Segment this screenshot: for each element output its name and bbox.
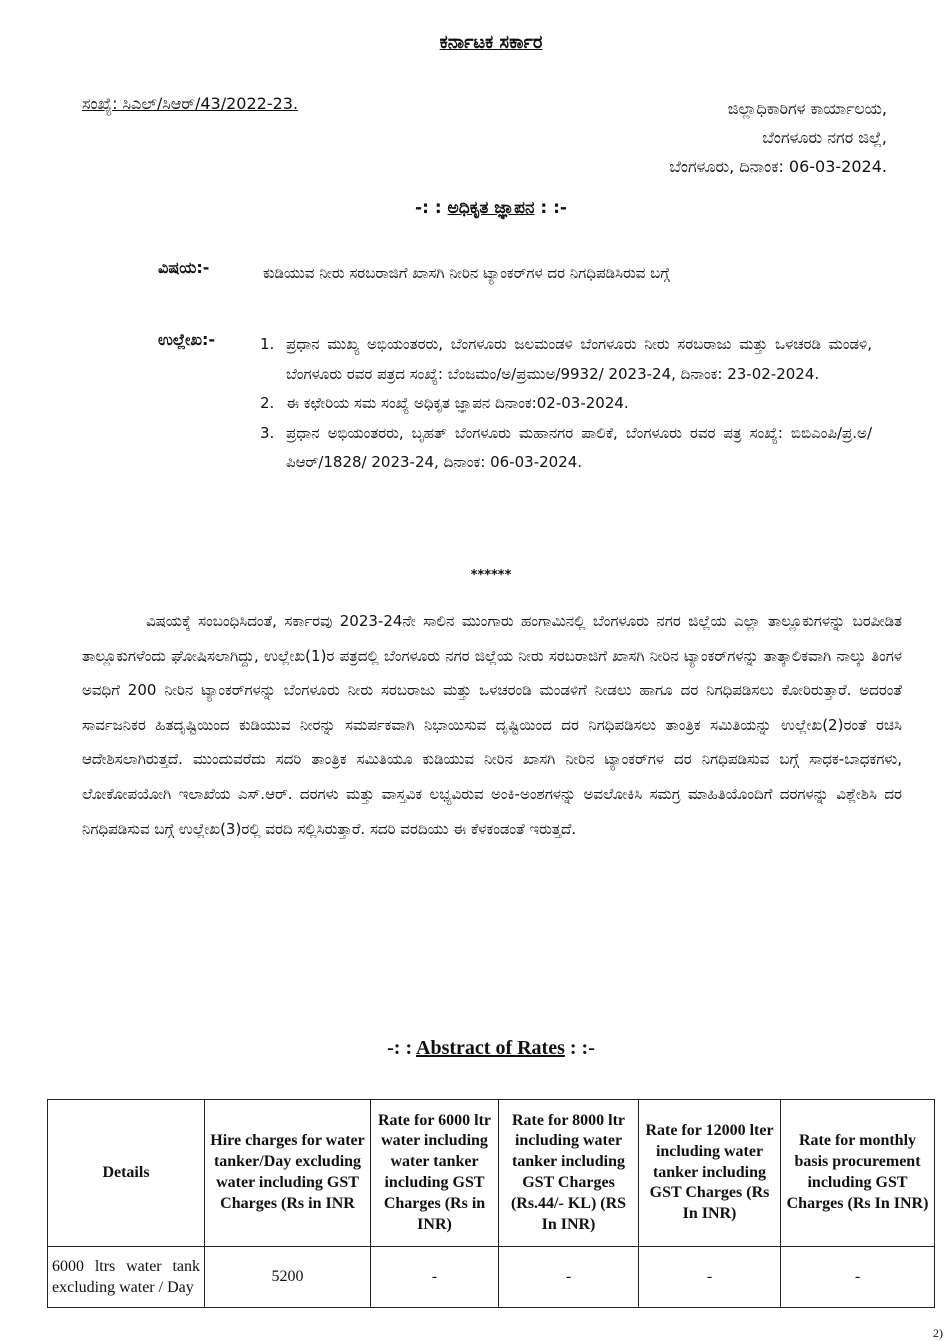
table-header-cell: Rate for monthly basis procurement including GST Charges (Rs In INR) bbox=[781, 1100, 935, 1247]
reference-item bbox=[260, 389, 872, 419]
government-heading: ಕರ್ನಾಟಕ ಸರ್ಕಾರ bbox=[439, 32, 543, 53]
reference-number-3: 3. bbox=[260, 423, 275, 442]
memo-title-text: ಅಧಿಕೃತ ಜ್ಞಾಪನ bbox=[447, 198, 535, 218]
office-line: ಬೆಂಗಳೂರು ನಗರ ಜಿಲ್ಲೆ, bbox=[762, 128, 887, 147]
table-cell: - bbox=[639, 1247, 781, 1308]
reference-item bbox=[260, 330, 872, 389]
body-paragraph: ವಿಷಯಕ್ಕೆ ಸಂಬಂಧಿಸಿದಂತೆ, ಸರ್ಕಾರವು 2023-24ನೇ ಸಾಲಿನ ಮುಂಗಾರು ಹಂಗಾಮಿನಲ್ಲಿ ಬೆಂಗಳೂರು ನಗರ ಜಿಲ್ಲೆಯ ಎಲ್ಲಾ ತಾಲ್ಲೂಕುಗಳನ್ನು ಬರಪೀಡಿತ ತಾಲ್ಲೂಕುಗಳೆಂದು ಘೋಷಿಸಲಾಗಿದ್ದು, ಉಲ್ಲೇಖ(1)ರ ಪತ್ರದಲ್ಲಿ ಬೆಂಗಳೂರು ನಗರ ಜಿಲ್ಲೆಯ ನೀರು ಸರಬರಾಜಿಗೆ ಖಾಸಗಿ ನೀರಿನ ಟ್ಯಾಂಕರ್‌ಗಳನ್ನು ತಾತ್ಕಾಲಿಕವಾಗಿ ನಾಲ್ಕು ತಿಂಗಳ ಅವಧಿಗೆ 200 ನೀರಿನ ಟ್ಯಾಂಕರ್‌ಗಳನ್ನು ಬೆಂಗಳೂರು ನೀರು ಸರಬರಾಜು ಮತ್ತು ಒಳಚರಂಡಿ ಮಂಡಳಿಗೆ ನೀಡಲು ಹಾಗೂ ದರ ನಿಗಧಿಪಡಿಸಲು ಕೋರಿರುತ್ತಾರೆ. ಅದರಂತೆ ಸಾರ್ವಜನಿಕರ ಹಿತದೃಷ್ಟಿಯಿಂದ ಕುಡಿಯುವ ನೀರನ್ನು ಸಮರ್ಪಕವಾಗಿ ನಿಭಾಯಿಸುವ ದೃಷ್ಟಿಯಿಂದ ದರ ನಿಗಧಿಪಡಿಸಲು ತಾಂತ್ರಿಕ ಸಮಿತಿಯನ್ನು ಉಲ್ಲೇಖ(2)ರಂತೆ ರಚಿಸಿ ಆದೇಶಿಸಲಾಗಿರುತ್ತದೆ. ಮುಂದುವರೆದು ಸದರಿ ತಾಂತ್ರಿಕ ಸಮಿತಿಯೂ ಕುಡಿಯುವ ನೀರಿನ ಖಾಸಗಿ ನೀರಿನ ಟ್ಯಾಂಕರ್‌ಗಳ ದರ ನಿಗಧಿಪಡಿಸುವ ಬಗ್ಗೆ ಸಾಧಕ-ಬಾಧಕಗಳು, ಲೋಕೋಪಯೋಗಿ ಇಲಾಖೆಯ ಎಸ್.ಆರ್. ದರಗಳು ಮತ್ತು ವಾಸ್ತವಿಕ ಲಭ್ಯವಿರುವ ಅಂಕಿ-ಅಂಶಗಳನ್ನು ಅವಲೋಕಿಸಿ ಸಮಗ್ರ ಮಾಹಿತಿಯೊಂದಿಗೆ ದರಗಳನ್ನು ವಿಶ್ಲೇಶಿಸಿ ದರ ನಿಗಧಿಪಡಿಸುವ ಬಗ್ಗೆ ಉಲ್ಲೇಖ(3)ರಲ್ಲಿ ವರದಿ ಸಲ್ಲಿಸಿರುತ್ತಾರೆ. ಸದರಿ ವರದಿಯು ಈ ಕೆಳಕಂಡಂತೆ ಇರುತ್ತದೆ. bbox=[82, 612, 902, 838]
reference-number: ಸಂಖ್ಯೆ: ಸಿಎಲ್/ಸಿಆರ್/43/2022-23. bbox=[82, 94, 299, 113]
memo-title-prefix: -: : bbox=[415, 198, 448, 218]
references-list bbox=[260, 330, 872, 478]
table-header-cell: Rate for 12000 lter including water tanker including GST Charges (Rs In INR) bbox=[639, 1100, 781, 1247]
table-header-cell: Rate for 8000 ltr including water tanker including GST Charges (Rs.44/- KL) (RS In INR) bbox=[499, 1100, 639, 1247]
table-cell: - bbox=[781, 1247, 935, 1308]
table-row bbox=[48, 1247, 935, 1308]
table-cell: 5200 bbox=[205, 1247, 371, 1308]
memo-title bbox=[0, 198, 945, 218]
table-cell: - bbox=[371, 1247, 499, 1308]
reference-item bbox=[260, 419, 872, 478]
table-header-cell: Rate for 6000 ltr water including water tanker including GST Charges (Rs in INR) bbox=[371, 1100, 499, 1247]
abstract-heading bbox=[0, 1037, 945, 1060]
subject-label: ವಿಷಯ:- bbox=[158, 258, 210, 277]
reference-text-3: ಪ್ರಧಾನ ಅಭಿಯಂತರರು, ಬೃಹತ್ ಬೆಂಗಳೂರು ಮಹಾನಗರ ಪಾಲಿಕೆ, ಬೆಂಗಳೂರು ರವರ ಪತ್ರ ಸಂಖ್ಯೆ: ಬಿಬಿಎಂಪಿ/ಪ್ರ.ಅ/ಪಿಆರ್/1828/ 2023-24, ದಿನಾಂಕ: 06-03-2024. bbox=[286, 423, 872, 471]
office-date-line: ಬೆಂಗಳೂರು, ದಿನಾಂಕ: 06-03-2024. bbox=[669, 157, 887, 176]
abstract-suffix: : :- bbox=[564, 1037, 595, 1059]
section-separator: ****** bbox=[470, 568, 512, 583]
table-header-cell: Details bbox=[48, 1100, 205, 1247]
table-header-row bbox=[48, 1100, 935, 1247]
subject-text: ಕುಡಿಯುವ ನೀರು ಸರಬರಾಜಿಗೆ ಖಾಸಗಿ ನೀರಿನ ಟ್ಯಾಂಕರ್‌ಗಳ ದರ ನಿಗಧಿಪಡಿಸಿರುವ ಬಗ್ಗೆ bbox=[263, 264, 670, 282]
reference-number-2: 2. bbox=[260, 394, 275, 412]
reference-number-1: 1. bbox=[260, 335, 275, 353]
memo-title-suffix: : :- bbox=[534, 198, 567, 218]
abstract-prefix: -: : bbox=[387, 1037, 417, 1059]
reference-text-2: ಈ ಕಛೇರಿಯ ಸಮ ಸಂಖ್ಯೆ ಅಧಿಕೃತ ಜ್ಞಾಪನ ದಿನಾಂಕ:02-03-2024. bbox=[286, 394, 629, 412]
office-address bbox=[669, 94, 887, 181]
office-line: ಜಿಲ್ಲಾಧಿಕಾರಿಗಳ ಕಾರ್ಯಾಲಯ, bbox=[727, 99, 887, 118]
table-cell-details: 6000 ltrs water tank excluding water / Day bbox=[48, 1247, 205, 1308]
abstract-title: Abstract of Rates bbox=[416, 1037, 565, 1059]
table-cell: - bbox=[499, 1247, 639, 1308]
table-header-cell: Hire charges for water tanker/Day excluding water including GST Charges (Rs in INR bbox=[205, 1100, 371, 1247]
page-number: 2) bbox=[933, 1326, 943, 1340]
rates-table bbox=[47, 1099, 935, 1308]
references-label: ಉಲ್ಲೇಖ:- bbox=[158, 330, 216, 349]
reference-text-1: ಪ್ರಧಾನ ಮುಖ್ಯ ಅಭಿಯಂತರರು, ಬೆಂಗಳೂರು ಜಲಮಂಡಳಿ ಬೆಂಗಳೂರು ನೀರು ಸರಬರಾಜು ಮತ್ತು ಒಳಚರಡಿ ಮಂಡಳಿ, ಬೆಂಗಳೂರು ರವರ ಪತ್ರದ ಸಂಖ್ಯೆ: ಬೆಂಜಮಂ/ಅ/ಪ್ರಮುಅ/9932/ 2023-24, ದಿನಾಂಕ: 23-02-2024. bbox=[286, 335, 872, 383]
